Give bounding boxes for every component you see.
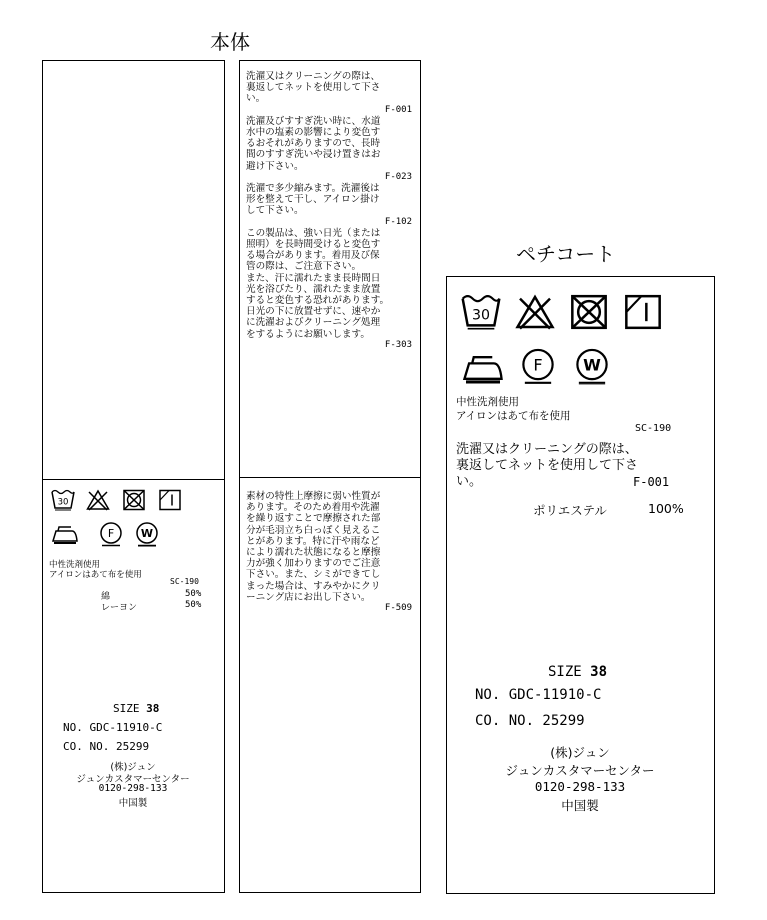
care-text-line: 素材の特性上摩擦に弱い性質が: [246, 491, 381, 502]
care-code: F-001: [384, 104, 412, 115]
svg-text:30: 30: [57, 497, 69, 508]
care-text-line: により濡れた状態になると摩擦: [246, 547, 381, 559]
wash-30-icon: [461, 293, 501, 331]
main-tag-2: [239, 60, 421, 893]
care-text-line: 日光の下に放置せずに、速やか: [246, 306, 381, 318]
heading-petticoat: ペチコート: [516, 242, 616, 266]
composition-percent: 100%: [648, 501, 684, 516]
care-text-line: 洗濯で多少縮みます。洗濯後は: [246, 183, 380, 195]
dry-clean-f-icon: [519, 347, 557, 385]
country-of-origin: 中国製: [561, 798, 599, 813]
care-text-line: い。: [246, 93, 266, 105]
detergent-note: 中性洗剤使用: [456, 396, 519, 408]
no-bleach-icon: [515, 293, 555, 331]
tag-divider: [240, 477, 420, 478]
care-text-line: 力が強く加わりますのでご注意: [246, 558, 381, 570]
customer-center: ジュンカスタマーセンター: [76, 774, 190, 785]
size-value: 38: [146, 702, 160, 715]
care-text-line: 間のすすぎ洗いや浸け置きはお: [246, 149, 381, 161]
care-text-line: 形を整えて干し、アイロン掛け: [246, 194, 380, 206]
care-text-line: 下さい。また、シミができてし: [246, 569, 381, 581]
care-text-line: すると変色する恐れがあります。: [246, 295, 390, 307]
iron-low-icon: [51, 523, 79, 545]
composition-material: ポリエステル: [533, 503, 607, 518]
care-text-line: して下さい。: [246, 205, 304, 217]
care-text-line: るおそれがありますので、長時: [246, 138, 381, 150]
iron-note: アイロンはあて布を使用: [456, 410, 571, 422]
tag-divider: [43, 479, 224, 480]
care-symbols: [461, 293, 701, 385]
care-text-line: をするようにお願いします。: [246, 328, 370, 340]
customer-center: ジュンカスタマーセンター: [505, 763, 655, 778]
detergent-note: 中性洗剤使用: [49, 560, 101, 570]
care-text-line: る場合があります。着用及び保: [246, 250, 380, 262]
iron-note: アイロンはあて布を使用: [49, 570, 142, 580]
care-text-line: この製品は、強い日光（または: [246, 227, 381, 239]
phone-number: 0120-298-133: [534, 779, 626, 794]
line-dry-icon: [623, 293, 663, 331]
care-line-2: 裏返してネットを使用して下さ: [456, 458, 639, 473]
care-code: F-303: [384, 339, 412, 350]
care-text-line: あります。そのため着用や洗濯: [246, 502, 380, 514]
svg-text:W: W: [583, 355, 601, 375]
care-text-line: 洗濯及びすすぎ洗い時に、水道: [246, 115, 381, 127]
care-text-line: 分が毛羽立ち白っぽく見えるこ: [246, 524, 381, 536]
size-line: [113, 702, 159, 715]
iron-low-icon: [461, 351, 505, 385]
care-text-line: 照明）を長時間受けると変色す: [246, 239, 381, 251]
care-instruction: [456, 442, 638, 490]
size-label: SIZE: [113, 702, 140, 715]
co-number: CO. NO. 25299: [475, 713, 585, 729]
company-name: (株)ジュン: [550, 745, 610, 760]
care-text-line: に洗濯およびクリーニング処理: [246, 317, 381, 329]
care-text-line: を繰り返すことで摩擦された部: [246, 513, 381, 525]
country-of-origin: 中国製: [118, 798, 148, 809]
care-symbols: [51, 489, 221, 559]
size-label: SIZE: [548, 664, 582, 680]
composition-material-2: レーヨン: [101, 603, 138, 613]
no-tumble-dry-icon: [122, 489, 146, 511]
care-code: F-102: [384, 216, 412, 227]
wet-clean-w-icon: [573, 347, 611, 385]
heading-main: 本体: [210, 30, 250, 54]
sc-code: SC-190: [170, 577, 199, 586]
care-line-3: い。: [456, 474, 483, 489]
wet-clean-w-icon: [134, 521, 160, 547]
phone-number: 0120-298-133: [98, 783, 168, 794]
product-number: NO. GDC-11910-C: [475, 687, 602, 703]
care-code: F-023: [384, 171, 412, 182]
petticoat-tag: [446, 276, 715, 894]
svg-text:W: W: [140, 527, 154, 540]
svg-text:F: F: [533, 355, 543, 375]
care-instructions-bottom: [246, 491, 412, 614]
composition-percent-1: 50%: [185, 589, 202, 599]
line-dry-icon: [158, 489, 182, 511]
company-name: (株)ジュン: [110, 762, 156, 773]
care-code: F-001: [633, 475, 670, 489]
care-code: F-509: [384, 603, 412, 614]
care-text-line: まった場合は、すみやかにクリ: [246, 580, 381, 592]
main-tag-1: [42, 60, 225, 893]
wash-30-icon: [51, 489, 75, 511]
care-text-line: 水中の塩素の影響により変色す: [246, 127, 381, 139]
care-text-line: ーニング店にお出し下さい。: [246, 591, 371, 603]
care-text-line: 光を浴びたり、濡れたまま放置: [246, 283, 381, 295]
care-text-line: 避け下さい。: [246, 160, 304, 172]
care-text-line: とがあります。特に汗や雨など: [246, 535, 380, 547]
svg-text:F: F: [107, 527, 115, 540]
product-number: NO. GDC-11910-C: [63, 721, 163, 734]
dry-clean-f-icon: [98, 521, 124, 547]
co-number: CO. NO. 25299: [63, 740, 150, 753]
no-tumble-dry-icon: [569, 293, 609, 331]
care-line-1: 洗濯又はクリーニングの際は、: [456, 442, 638, 457]
care-text-line: 洗濯又はクリーニングの際は、: [246, 71, 381, 82]
size-value: 38: [590, 664, 608, 680]
size-line: [548, 664, 607, 680]
care-text-line: 裏返してネットを使用して下さ: [246, 82, 381, 94]
composition-percent-2: 50%: [185, 600, 202, 610]
composition-material-1: 綿: [101, 592, 111, 602]
sc-code: SC-190: [635, 423, 672, 434]
care-text-line: 管の際は、ご注意下さい。: [246, 261, 362, 273]
svg-text:30: 30: [471, 307, 491, 324]
care-text-line: また、汗に濡れたまま長時間日: [246, 272, 381, 284]
no-bleach-icon: [86, 489, 110, 511]
care-instructions-top: [246, 71, 412, 351]
